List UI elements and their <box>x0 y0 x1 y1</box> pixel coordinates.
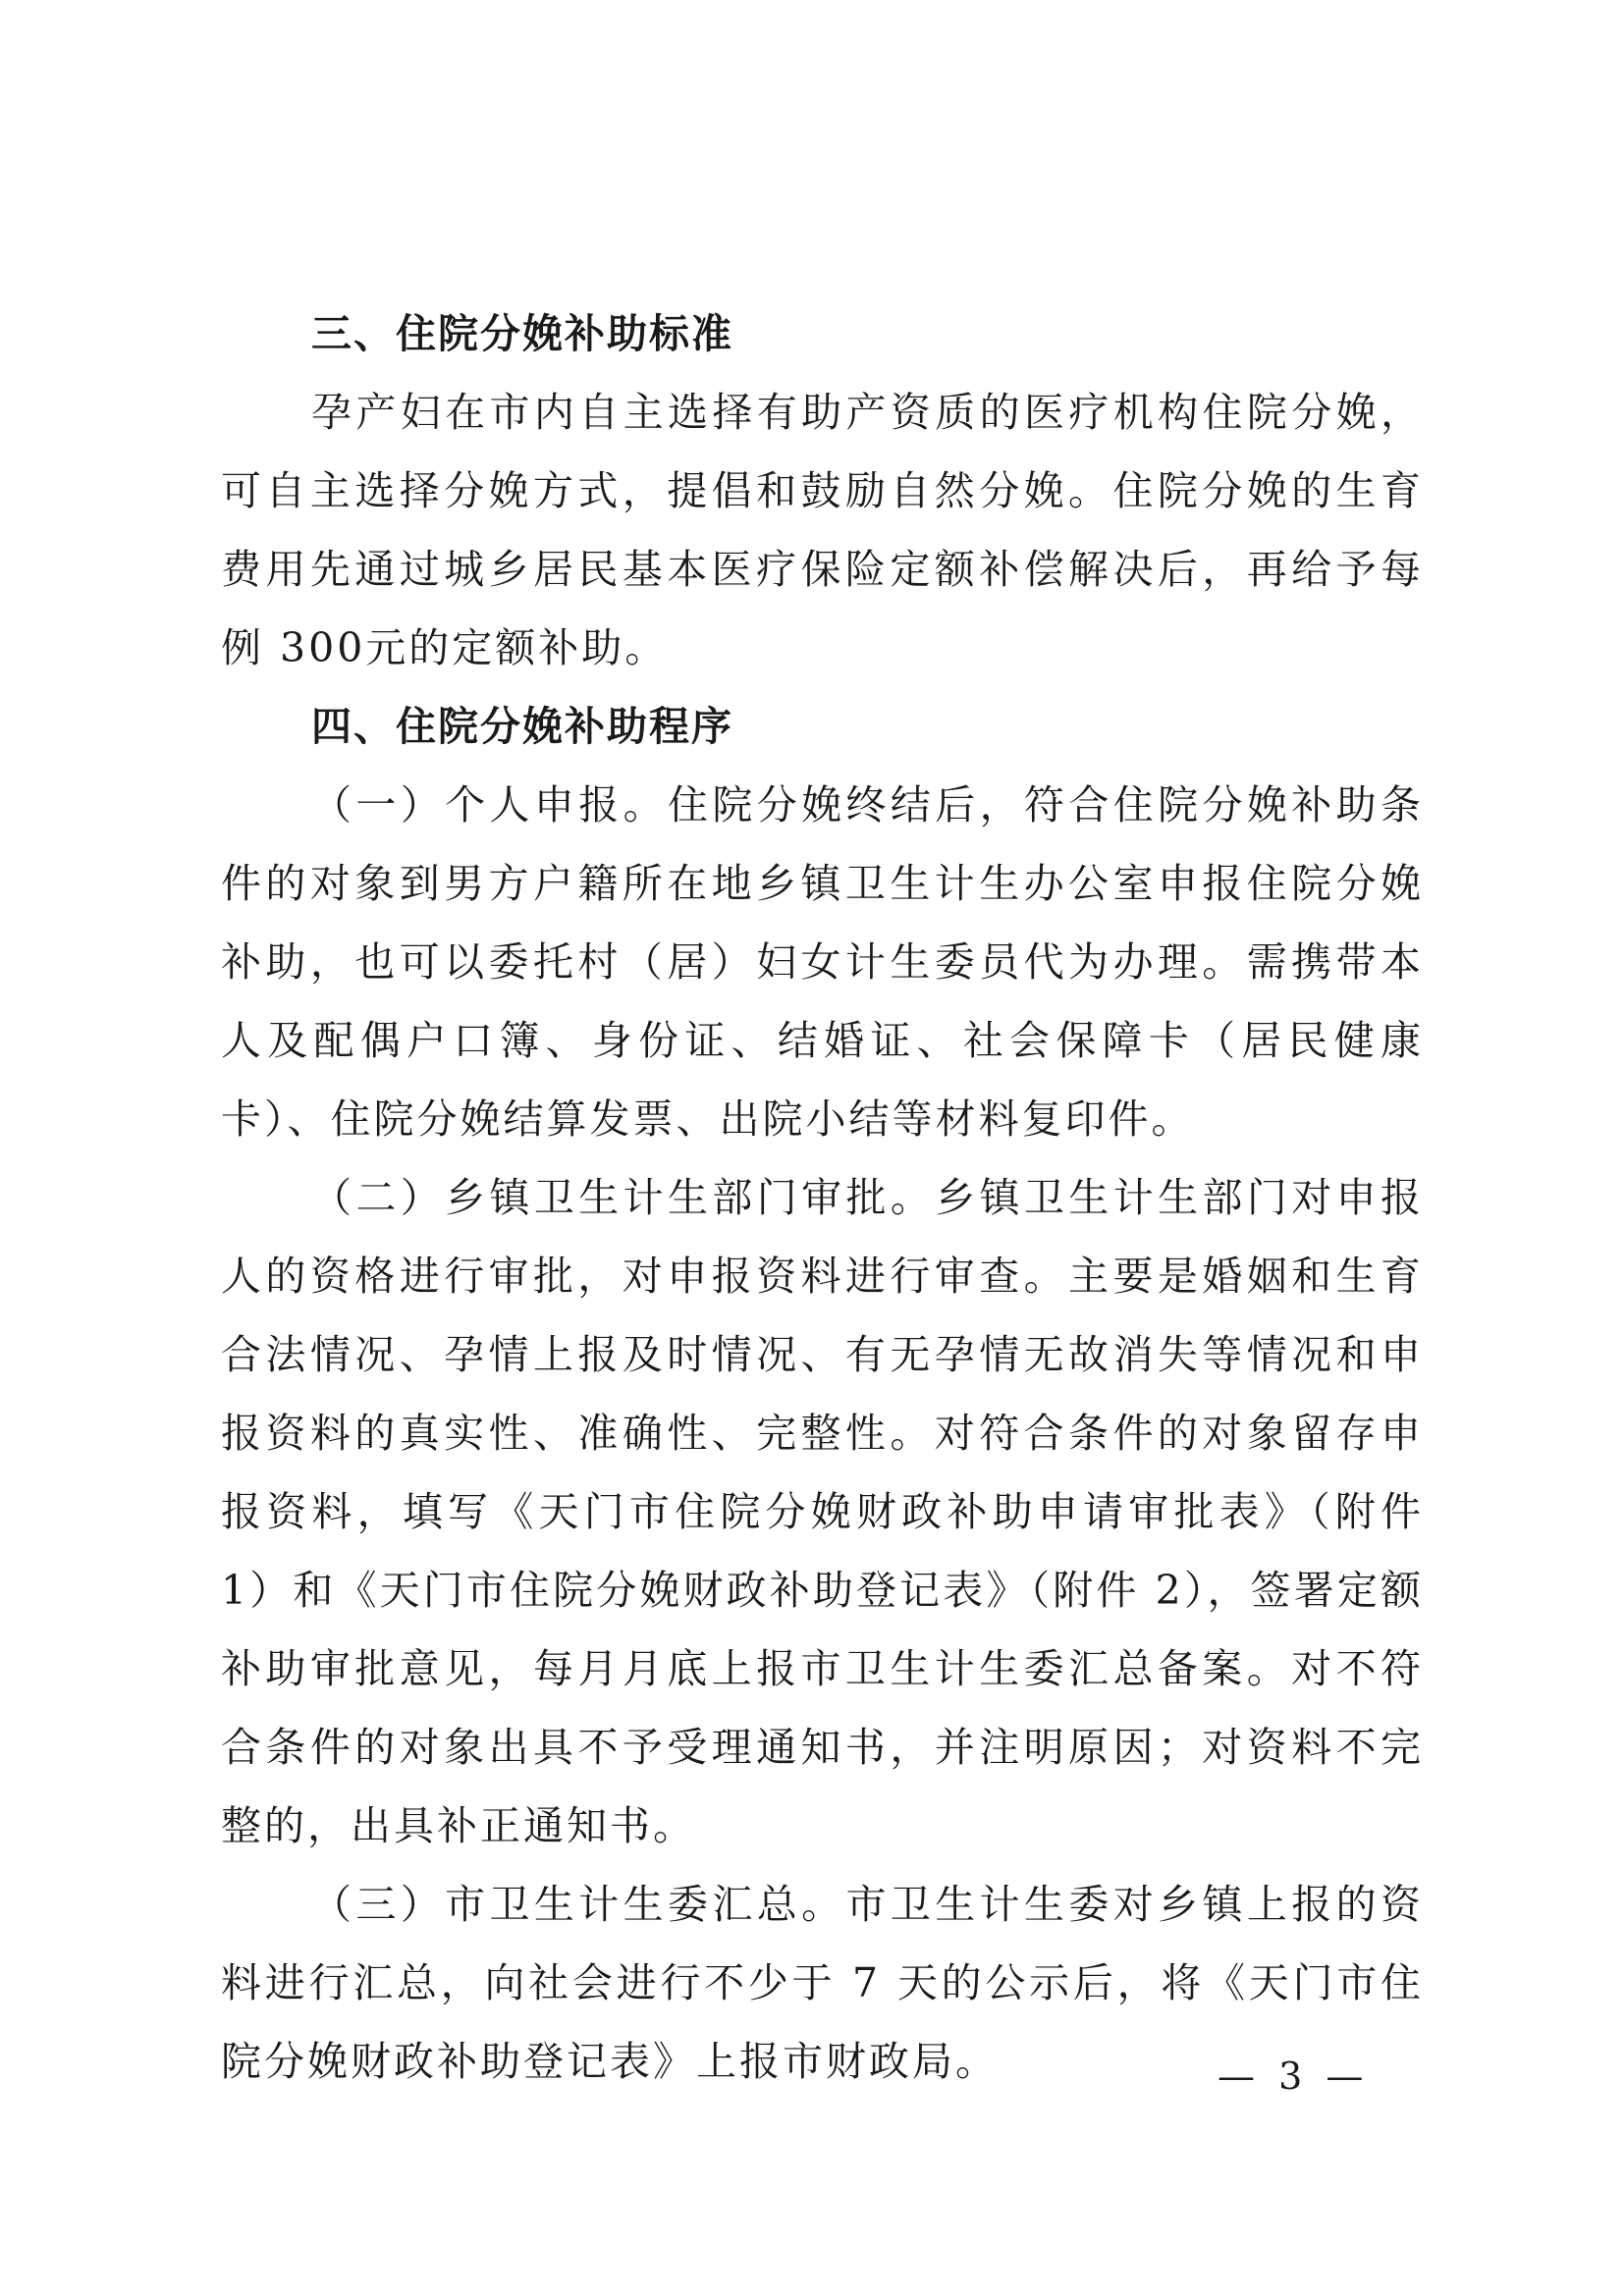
paragraph-subsidy-standard: 孕产妇在市内自主选择有助产资质的医疗机构住院分娩，可自主选择分娩方式，提倡和鼓励自然分娩。住院分娩的生育费用先通过城乡居民基本医疗保险定额补偿解决后，再给予每例 300元的定额补助。 <box>221 389 1424 671</box>
section-heading-subsidy-procedure: 四、住院分娩补助程序 <box>311 703 733 750</box>
document-body <box>221 294 1424 2101</box>
page-number: — 3 — <box>1218 2055 1370 2098</box>
paragraph-personal-application: （一）个人申报。住院分娩终结后，符合住院分娩补助条件的对象到男方户籍所在地乡镇卫生计生办公室申报住院分娩补助，也可以委托村（居）妇女计生委员代为办理。需携带本人及配偶户口簿、身份证、结婚证、社会保障卡（居民健康卡）、住院分娩结算发票、出院小结等材料复印件。 <box>221 781 1424 1143</box>
paragraph-city-summary: （三）市卫生计生委汇总。市卫生计生委对乡镇上报的资料进行汇总，向社会进行不少于 7 天的公示后，将《天门市住院分娩财政补助登记表》上报市财政局。 <box>221 1881 1424 2085</box>
paragraph-township-approval: （二）乡镇卫生计生部门审批。乡镇卫生计生部门对申报人的资格进行审批，对申报资料进行审查。主要是婚姻和生育合法情况、孕情上报及时情况、有无孕情无故消失等情况和申报资料的真实性、准确性、完整性。对符合条件的对象留存申报资料，填写《天门市住院分娩财政补助申请审批表》（附件 1）和《天门市住院分娩财政补助登记表》（附件 2），签署定额补助审批意见，每月月底上报市卫生计生委汇总备案。对不符合条件的对象出具不予受理通知书，并注明原因；对资料不完整的，出具补正通知书。 <box>221 1174 1424 1849</box>
section-heading-subsidy-standard: 三、住院分娩补助标准 <box>311 310 733 357</box>
